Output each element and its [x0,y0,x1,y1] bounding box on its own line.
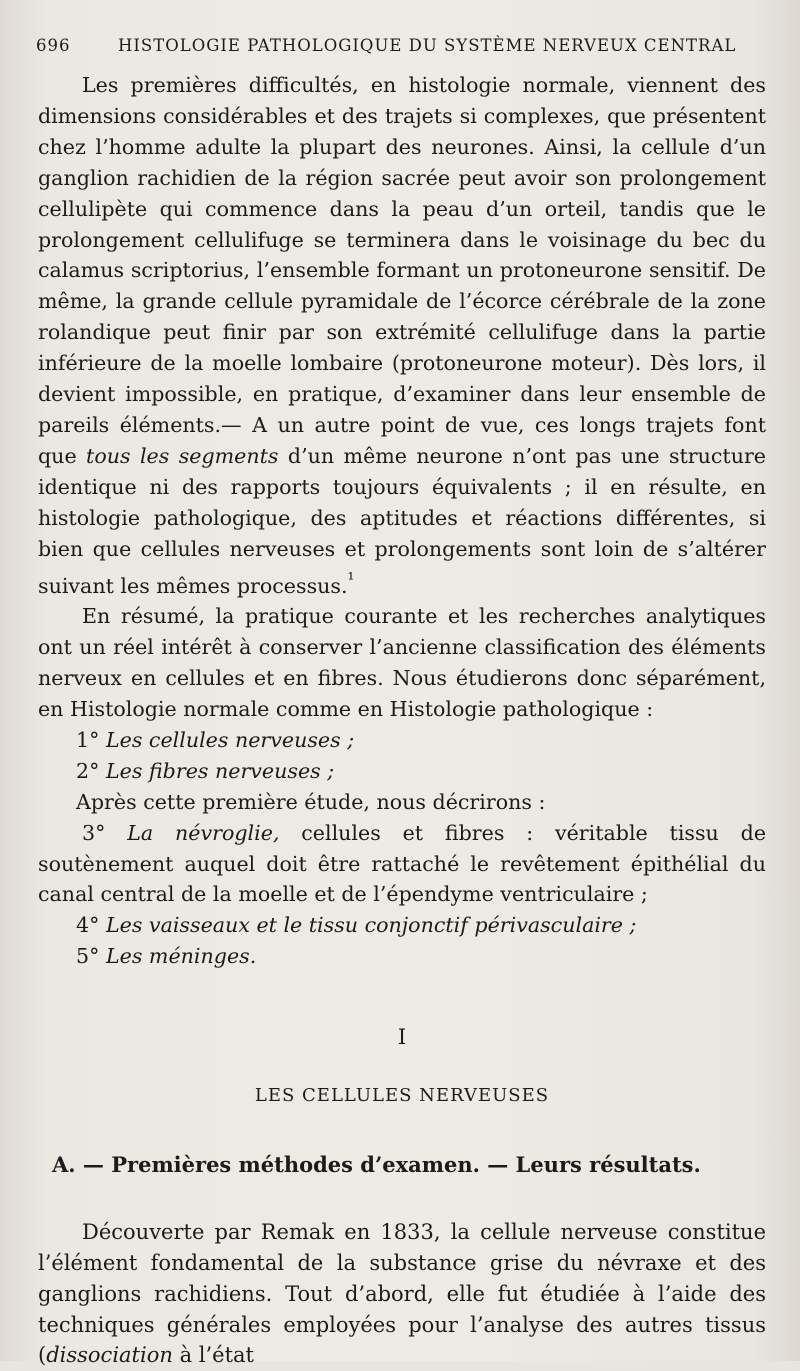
list-item-3-emphasis: La névroglie, [127,820,280,845]
paragraph-1-emphasis: tous les segments [86,443,279,468]
paragraph-1-text-b: d’un même neurone n’ont pas une structure identique ni des rapports toujours équivalents ; il en résulte, en histologie pathologique, des aptitudes et réactions différentes, si bien que cellules nerveuses et prolongements sont loin de s’altérer suivant les mêmes processus. [38,443,766,598]
list-item-3 [38,818,766,911]
paragraph-1-text-a: Les premières difficultés, en histologie normale, viennent des dimensions considérables et des trajets si complexes, que présentent chez l’homme adulte la plupart des neurones. Ainsi, la cellule d’un ganglion rachidien de la région sacrée peut avoir son prolongement cellulipète qui commence dans la peau d’un orteil, tandis que le prolongement cellulifuge se terminera dans le voisinage du bec du calamus scriptorius, l’ensemble formant un protoneurone sensitif. De même, la grande cellule pyramidale de l’écorce cérébrale de la zone rolandique peut finir par son extrémité cellulifuge dans la partie inférieure de la moelle lombaire (protoneurone moteur). Dès lors, il devient impossible, en pratique, d’examiner dans leur ensemble de pareils éléments.— A un autre point de vue, ces longs trajets font que [38,73,766,468]
final-paragraph [38,1217,766,1371]
list-item-4-number: 4° [76,913,100,938]
page-number: 696 [36,36,71,55]
list-item-5-text: Les méninges. [105,944,257,969]
list-item-4-text: Les vaisseaux et le tissu conjonctif périvasculaire ; [105,913,637,938]
after-list-text: Après cette première étude, nous décrirons : [76,789,546,814]
list-item-4 [38,910,766,941]
section-heading: A. — Premières méthodes d’examen. — Leurs résultats. [52,1151,701,1177]
page-body [38,70,766,1371]
final-paragraph-emphasis: dissociation [46,1343,173,1368]
paragraph-2: En résumé, la pratique courante et les recherches analytiques ont un réel intérêt à conserver l’ancienne classification des éléments nerveux en cellules et en fibres. Nous étudierons donc séparément, en Histologie normale comme en Histologie pathologique : [38,604,766,721]
list-item-2-number: 2° [76,758,100,783]
list-item-2-text: Les fibres nerveuses ; [105,758,335,783]
footnote-marker: ¹ [347,569,355,590]
paragraph-1 [38,70,766,601]
list-item-1-text: Les cellules nerveuses ; [105,727,355,752]
running-title: HISTOLOGIE PATHOLOGIQUE DU SYSTÈME NERVEUX CENTRAL [118,36,737,55]
chapter-number: I [397,1025,407,1050]
list-item-5 [38,941,766,972]
list-item-3-number: 3° [82,820,106,845]
final-paragraph-text-a: Découverte par Remak en 1833, la cellule nerveuse constitue l’élément fondamental de la substance grise du névraxe et des ganglions rachidiens. Tout d’abord, elle fut étudiée à l’aide des techniques générales employées pour l’analyse des autres tissus ( [38,1219,766,1368]
chapter-title: LES CELLULES NERVEUSES [254,1085,550,1107]
list-item-1 [38,725,766,756]
list-item-3-text: cellules et fibres : véritable tissu de soutènement auquel doit être rattaché le revêtement épithélial du canal central de la moelle et de l’épendyme ventriculaire ; [38,820,767,907]
list-item-5-number: 5° [76,944,100,969]
list-item-2 [38,756,766,787]
list-item-1-number: 1° [76,727,100,752]
final-paragraph-text-b: à l’état [172,1343,254,1368]
page-header [36,26,776,66]
